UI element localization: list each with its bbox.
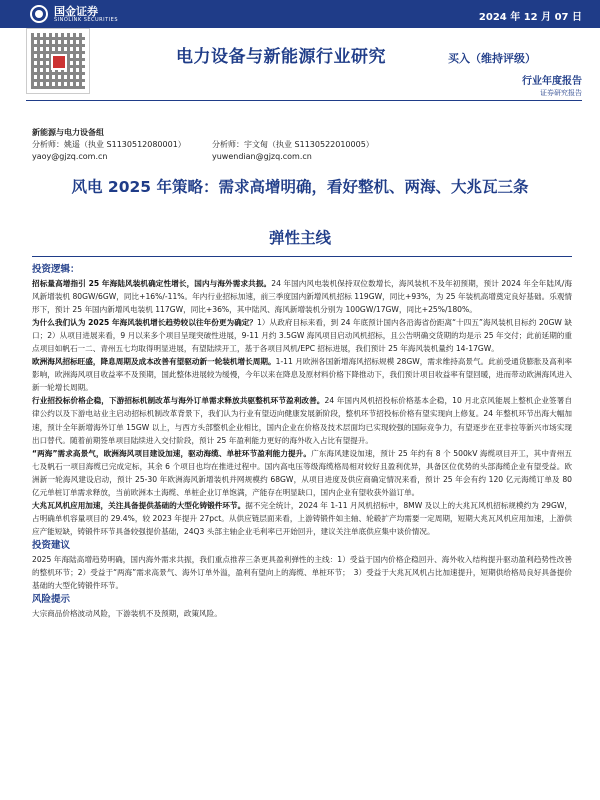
paragraph-lead: 行业招投标价格企稳，下游招标机制改革与海外订单需求释放共驱整机环节盈利改善。 xyxy=(32,396,325,406)
paragraph xyxy=(32,355,572,394)
paragraph xyxy=(32,316,572,355)
document-title: 风电 2025 年策略：需求高增明确，看好整机、两海、大兆瓦三条 xyxy=(71,178,529,196)
paragraph-lead: 大兆瓦风机应用加速，关注具备提供基础的大型化铸锻件环节。 xyxy=(32,500,246,510)
paragraph xyxy=(32,499,572,538)
report-category: 证券研究报告 xyxy=(540,89,582,97)
report-header xyxy=(0,0,600,112)
paragraph-lead: 招标量高增指引 25 年海陆风装机确定性增长，国内与海外需求共振。 xyxy=(32,279,272,288)
document-title-line2: 弹性主线 xyxy=(268,229,331,247)
paragraph-text: 24 年国内风电装机保持双位数增长，海风装机不及年初预期，预计 2024 年全年陆风/海风新增装机 80GW/6GW，同比+16%/-11%。年内行业招标加速，前三季度国内新增风机招标 119GW，同比+93%，为 25 年装机高增奠定良好基础。乐观情形下，预计 25 年国内新增风电装机 117GW，同比+36%，其中陆风、海风新增装机分别为 100GW/17GW，同比+25%/180%。 xyxy=(32,279,572,315)
paragraph-text: 1）从政府目标来看，到 24 年底预计国内各沿海省份距离“十四五”海风装机目标约 20GW 缺口；2）从项目进展来看，9 月以来多个项目呈现突破性进展，9-11 月约 3.5GW 海风项目启动风机招标，且公告明确交货期的均是示 25 年交付；此前延期的重点项目如帆石一二、青州五七均取得明显进展，有望陆续开工，基于各项目风机/EPC 招标进展，我们预计 25 年海风装机量约 14-17GW。 xyxy=(32,318,572,354)
analyst-1-email: yaoy@gjzq.com.cn xyxy=(32,152,108,161)
paragraph: 大宗商品价格波动风险，下游装机不及预期，政策风险。 xyxy=(32,609,222,619)
header-divider xyxy=(26,100,582,101)
company-logo xyxy=(30,5,118,23)
paragraph xyxy=(32,277,572,316)
paragraph: 2025 年海陆高增趋势明确，国内海外需求共振，我们重点推荐三条更具盈利弹性的主线：1）受益于国内价格企稳回升、海外收入结构提升驱动盈利趋势性改善的整机环节；2）受益于“两海”需求高景气、海外订单外溢，盈利有望向上的海缆、单桩环节； 3）受益于大兆瓦风机占比加速提升，短期供给格局良好具备提价基础的大型化铸锻件环节。 xyxy=(32,554,572,591)
report-type: 行业年度报告 xyxy=(522,76,582,87)
section-heading-risk: 风险提示 xyxy=(32,594,71,606)
analyst-group: 新能源与电力设备组 xyxy=(32,128,104,137)
analyst-1-name: 分析师：姚遥（执业 S1130512080001） xyxy=(32,140,186,149)
title-divider xyxy=(32,256,572,257)
logo-english-name: SINOLINK SECURITIES xyxy=(54,16,118,23)
paragraph-lead: 欧洲海风招标旺盛，降息周期及成本改善有望驱动新一轮装机增长周期。 xyxy=(32,357,276,367)
paragraph-text: 广东海风建设加速，预计 25 年约有 8 个 500kV 海缆项目开工，其中青州五七及帆石一项目海缆已完成定标，其余 6 个项目也均在推进过程中。国内高电压等级海缆格局相对较好且盈利优异，具备区位优势的头部海缆企业有望受益。欧洲新一轮海风建设启动，预计 25-30 年欧洲海风新增装机并网规模约 68GW，从项目进度及供应商确定情况来看，预计 25 年会有约 120 亿元海缆订单及 80 亿元单桩订单需求释放，当前欧洲本土海缆、单桩企业订单饱满，产能存在明显缺口，国内企业有望收获外溢订单。 xyxy=(32,448,573,497)
paragraph-lead: 为什么我们认为 2025 年海风装机增长趋势较以往年份更为确定？ xyxy=(32,318,258,328)
rating-badge: 买入（维持评级） xyxy=(448,52,536,65)
report-date: 2024 年 12 月 07 日 xyxy=(478,12,582,23)
analyst-block xyxy=(32,127,572,163)
logo-icon xyxy=(30,5,48,23)
analyst-2-email: yuwendian@gjzq.com.cn xyxy=(212,152,312,161)
section-heading-logic: 投资逻辑： xyxy=(32,264,80,275)
logo-name: 国金证券 xyxy=(54,4,98,18)
section-heading-advice: 投资建议 xyxy=(32,539,71,551)
paragraph-lead: “两海”需求高景气，欧洲海风项目建设加速，驱动海缆、单桩环节盈利能力提升。 xyxy=(32,448,312,458)
paragraph-text: 1-11 月欧洲各国新增海风招标规模 28GW，需求维持高景气。此前受通货膨胀及高利率影响，欧洲海风项目收益率不及预期，国此整体进展较为缓慢，今年以来在降息及原材料价格下降推动下，我们预计项目收益率有望回暖，进而带动欧洲海风进入新一轮增长周期。 xyxy=(32,357,572,393)
paragraph-text: 据不完全统计，2024 年 1-11 月风机招标中，8MW 及以上的大兆瓦风机招标规模约为 29GW，占明确单机容量项目的 29.4%，较 2023 年提升 27pct。从供应链层面来看，上游铸锻件如主轴、轮毂扩产均需要一定周期，短期大兆瓦风机应用加速，上游供应产能短缺，铸锻件环节具备较强提价基础，24Q3 头部主轴企业毛利率已开始回升，建议关注单底供应集中谈价情况。 xyxy=(32,500,572,536)
analyst-2-name: 分析师：宇文甸（执业 S1130522010005） xyxy=(212,140,374,149)
qr-code-icon xyxy=(26,28,90,94)
report-series-title: 电力设备与新能源行业研究 xyxy=(176,47,386,67)
paragraph xyxy=(32,447,572,499)
report-body xyxy=(32,262,572,620)
paragraph xyxy=(32,394,572,446)
paragraph-text: 24 年国内风机招投标价格基本企稳，10 月北京风能展上整机企业签署自律公约以及下游电站业主启动招标机制改革背景下，我们认为行业有望迈向健康发展新阶段，整机环节招投标价格有望实现向上修复。24 年整机环节出海大幅加速，预计全年新增海外订单 15GW 以上，与西方头部整机企业相比，国内企业在价格及技术层面均已实现较强的国际竞争力，有望逐步在亚非拉等新兴市场实现出口替代。随着前期签单项目陆续进入交付阶段，预计 25 年盈利能力更好的海外收入占比有望提升。 xyxy=(32,396,573,445)
